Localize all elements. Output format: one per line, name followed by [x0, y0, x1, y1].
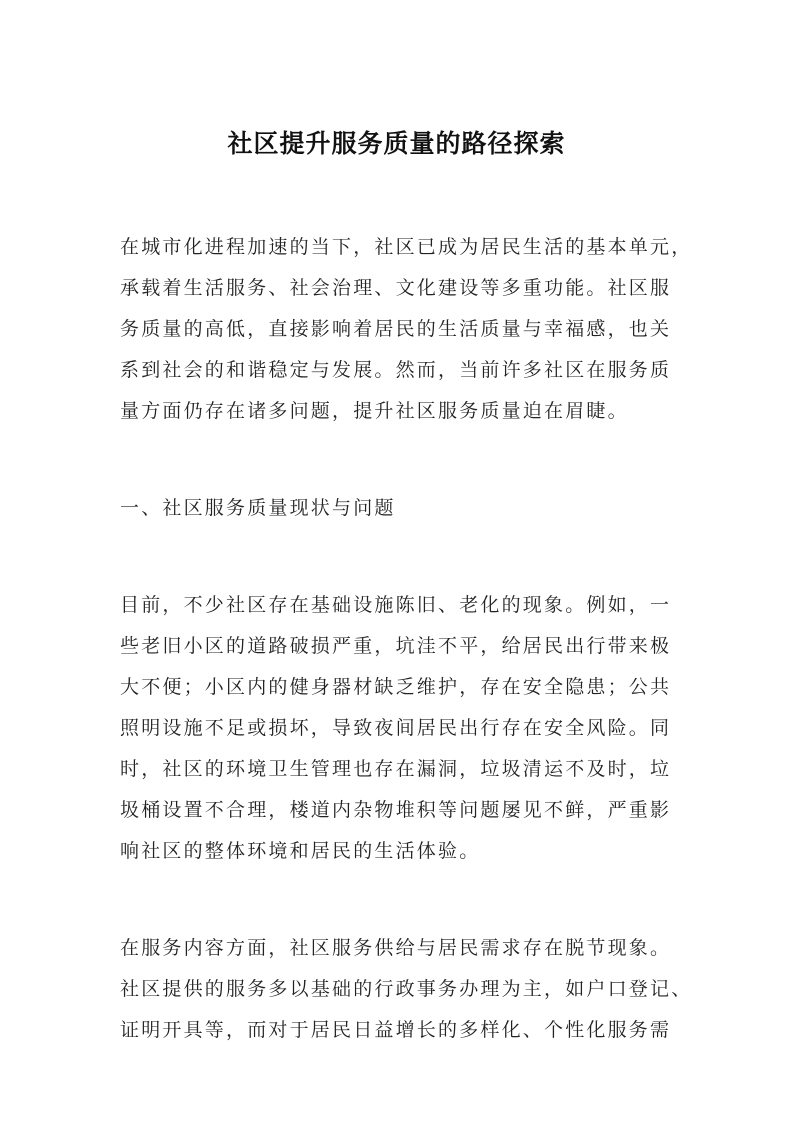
document-body: [120, 227, 693, 1051]
text-line: 量方面仍存在诸多问题，提升社区服务质量迫在眉睫。: [120, 400, 629, 422]
body-paragraph: [120, 585, 693, 872]
text-line: 目前，不少社区存在基础设施陈旧、老化的现象。例如，一: [120, 594, 672, 616]
text-line: 大不便；小区内的健身器材缺乏维护，存在安全隐患；公共: [120, 676, 672, 698]
text-line: 承载着生活服务、社会治理、文化建设等多重功能。社区服: [120, 277, 672, 299]
text-line: 系到社会的和谐稳定与发展。然而，当前许多社区在服务质: [120, 359, 672, 381]
text-line: 时，社区的环境卫生管理也存在漏洞，垃圾清运不及时，垃: [120, 758, 672, 780]
text-line: 些老旧小区的道路破损严重，坑洼不平，给居民出行带来极: [120, 635, 672, 657]
text-line: 务质量的高低，直接影响着居民的生活质量与幸福感，也关: [120, 318, 672, 340]
body-paragraph: [120, 928, 693, 1051]
text-line: 响社区的整体环境和居民的生活体验。: [120, 840, 481, 862]
text-line: 在城市化进程加速的当下，社区已成为居民生活的基本单元，: [120, 236, 693, 258]
text-line: 证明开具等，而对于居民日益增长的多样化、个性化服务需: [120, 1019, 672, 1041]
paragraph-spacer: [120, 872, 693, 928]
text-line: 社区提供的服务多以基础的行政事务办理为主，如户口登记、: [120, 978, 693, 1000]
paragraph-spacer: [120, 432, 693, 488]
section-heading: 一、社区服务质量现状与问题: [120, 497, 396, 519]
intro-paragraph: [120, 227, 693, 432]
text-line: 照明设施不足或损坏，导致夜间居民出行存在安全风险。同: [120, 717, 672, 739]
text-line: 在服务内容方面，社区服务供给与居民需求存在脱节现象。: [120, 937, 672, 959]
document-title: 社区提升服务质量的路径探索: [227, 129, 566, 158]
text-line: 圾桶设置不合理，楼道内杂物堆积等问题屡见不鲜，严重影: [120, 799, 672, 821]
paragraph-spacer: [120, 529, 693, 585]
